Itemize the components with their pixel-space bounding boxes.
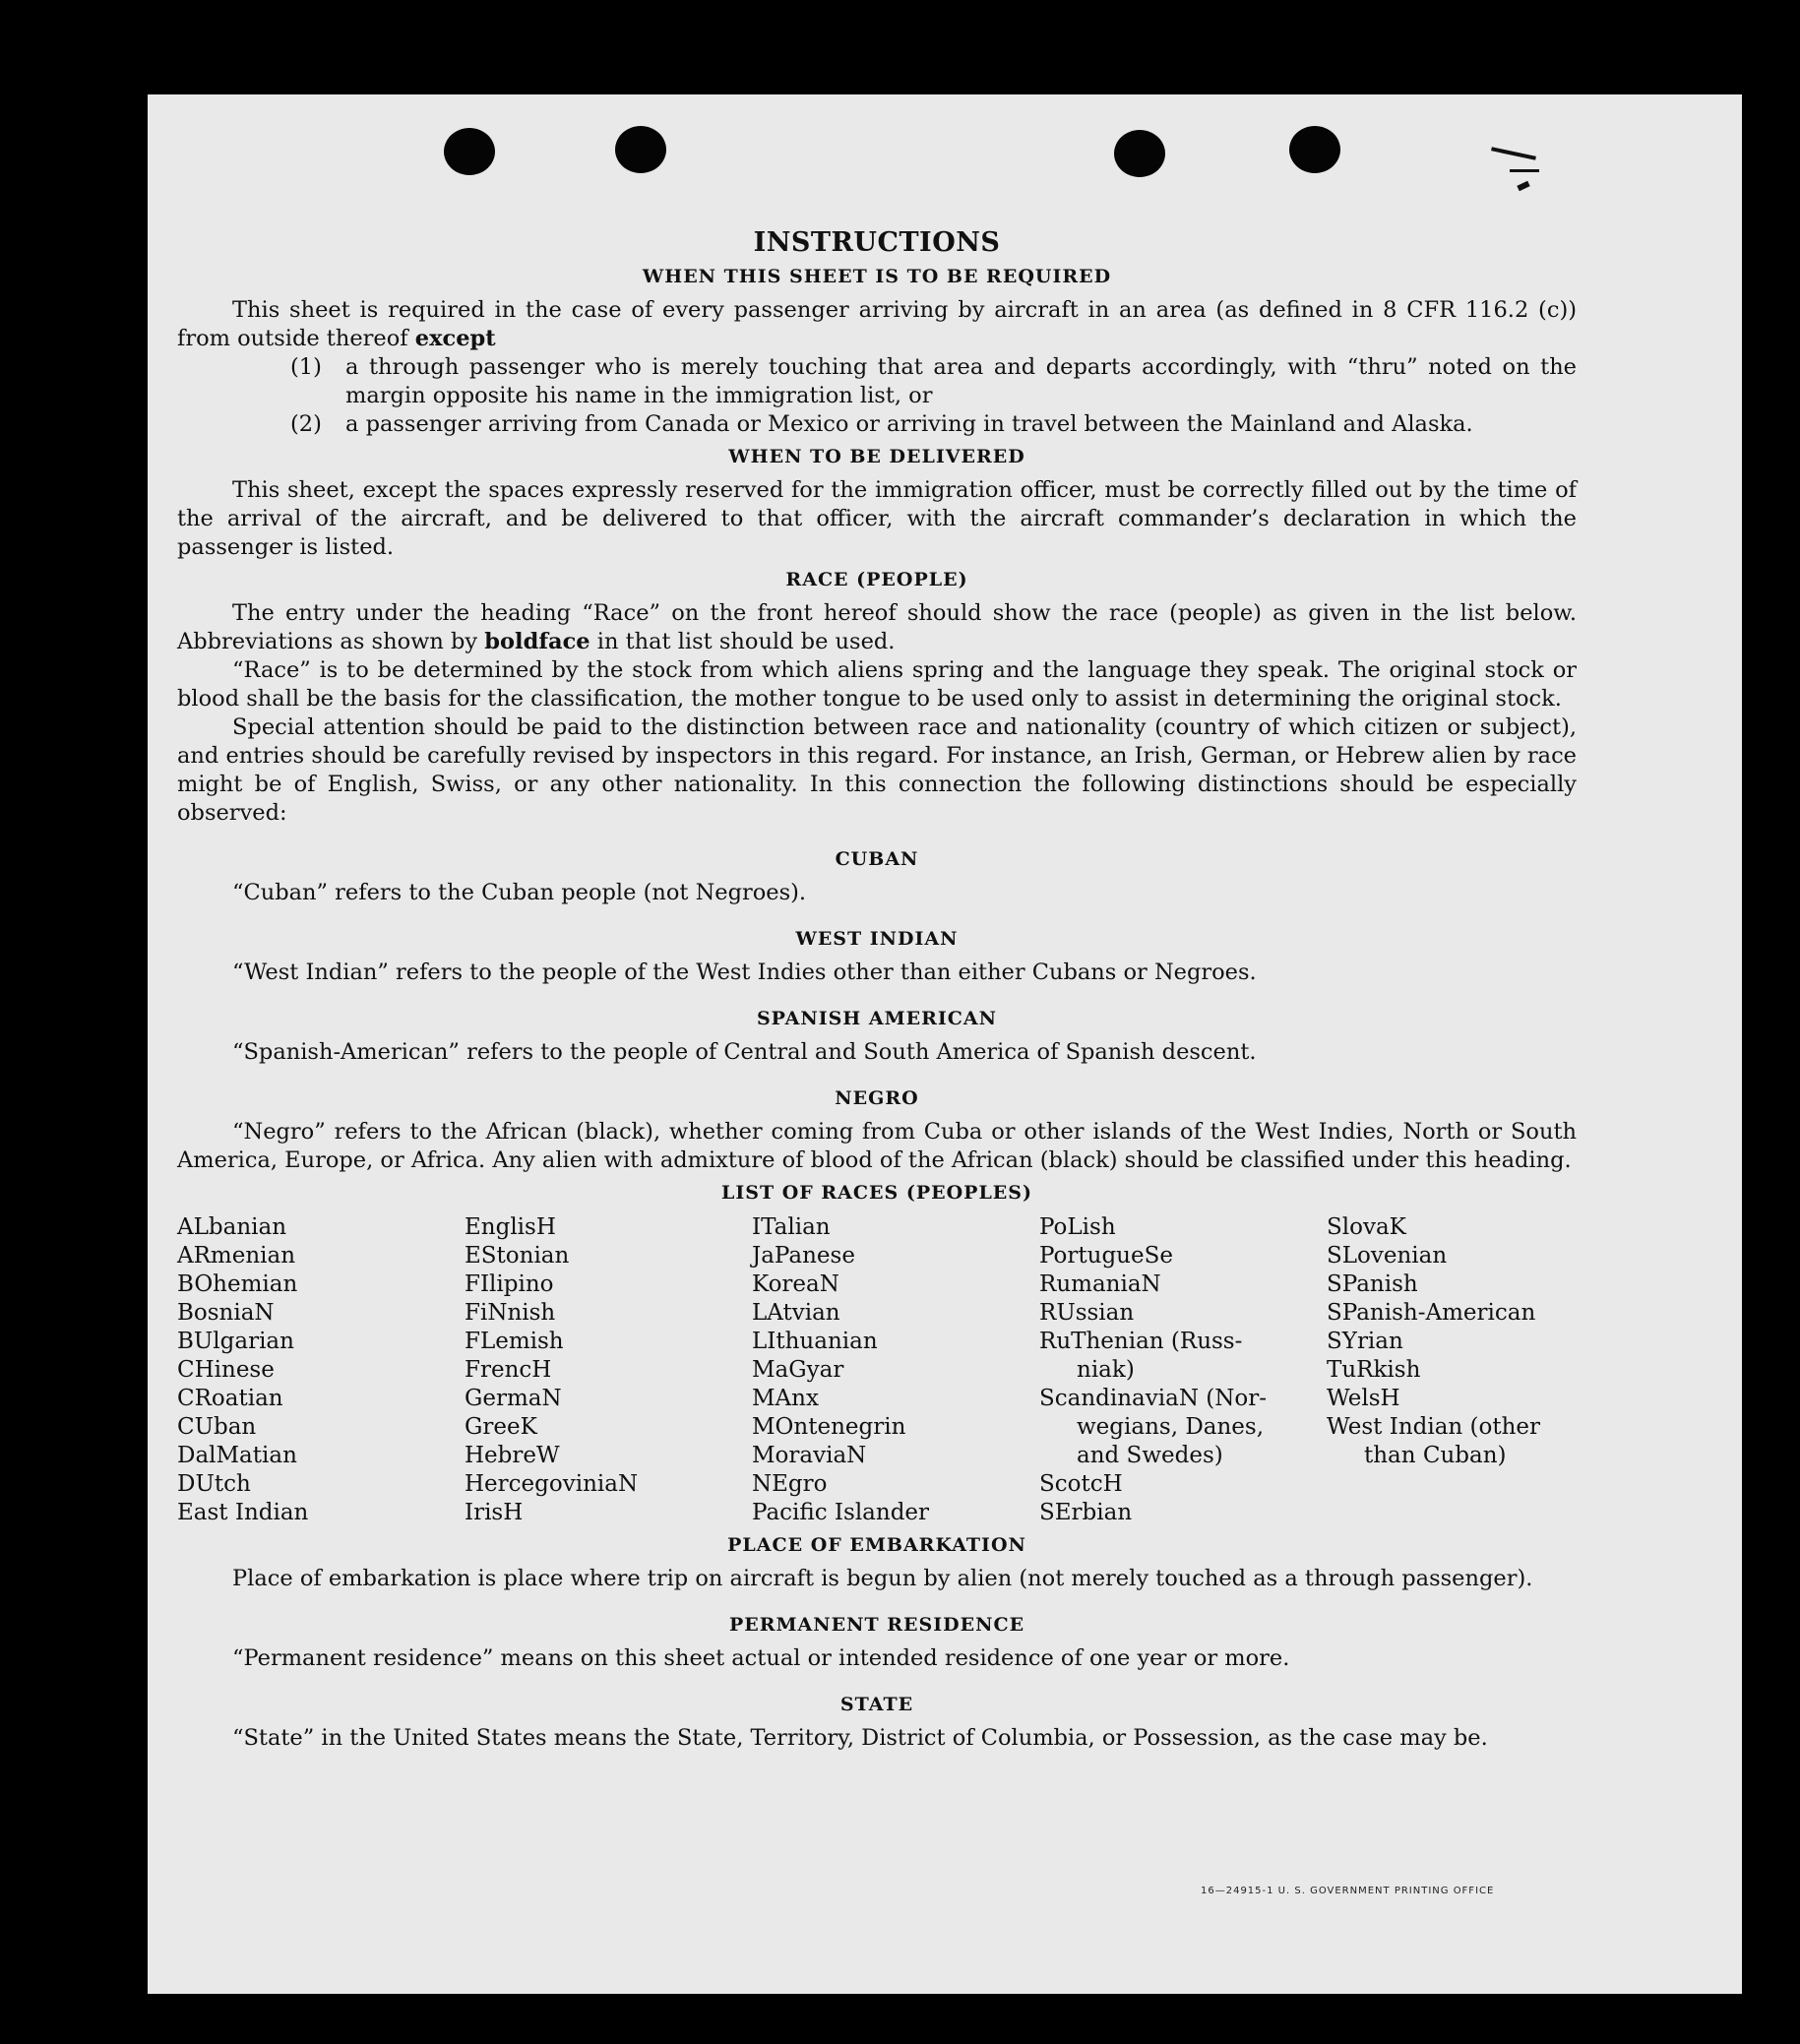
instructions-body	[177, 228, 1577, 1753]
heading-cuban: CUBAN	[835, 848, 919, 870]
race-entry: HebreW	[465, 1443, 560, 1468]
race-entry: wegians, Danes,	[1077, 1414, 1265, 1440]
race-p1-text: The entry under the heading “Race” on the front hereof should show the race (people) as given in the list below. Abbreviations as shown by	[177, 600, 1577, 654]
race-entry: DalMatian	[177, 1443, 297, 1468]
race-entry: MaGyar	[752, 1357, 844, 1383]
race-entry: Pacific Islander	[752, 1500, 930, 1525]
race-entry: GreeK	[465, 1414, 537, 1440]
punch-hole	[1289, 126, 1340, 173]
race-entry: BOhemian	[177, 1271, 298, 1297]
required-intro	[177, 296, 1577, 353]
race-entry: EnglisH	[465, 1214, 556, 1240]
races-column	[1039, 1213, 1327, 1527]
race-entry: SlovaK	[1327, 1214, 1406, 1240]
heading-delivered: WHEN TO BE DELIVERED	[728, 446, 1025, 467]
ink-mark	[1517, 181, 1529, 192]
item-number: (2)	[290, 411, 322, 437]
punch-hole	[444, 128, 495, 175]
required-intro-bold: except	[414, 326, 496, 351]
item-text: a passenger arriving from Canada or Mexico or arriving in travel between the Mainland and Alaska.	[345, 411, 1473, 437]
race-entry: MAnx	[752, 1386, 819, 1411]
punch-hole	[615, 126, 666, 173]
west-indian-text: “West Indian” refers to the people of the West Indies other than either Cubans or Negroes.	[232, 960, 1257, 985]
race-entry: KoreaN	[752, 1271, 839, 1297]
item-text: a through passenger who is merely touching that area and departs accordingly, with “thru” noted on the margin opposite his name in the immigration list, or	[345, 354, 1577, 408]
race-paragraph-1	[177, 599, 1577, 656]
race-entry: CHinese	[177, 1357, 275, 1383]
race-entry: SPanish	[1327, 1271, 1418, 1297]
race-entry: and Swedes)	[1077, 1443, 1223, 1468]
race-entry: JaPanese	[752, 1243, 855, 1269]
race-entry: West Indian (other	[1327, 1414, 1541, 1440]
race-entry: HercegoviniaN	[465, 1471, 639, 1497]
race-entry: FLemish	[465, 1329, 564, 1354]
list-item	[290, 410, 1577, 439]
race-entry: CRoatian	[177, 1386, 283, 1411]
heading-races-list: LIST OF RACES (PEOPLES)	[721, 1182, 1032, 1204]
race-entry: WelsH	[1327, 1386, 1400, 1411]
race-entry: ScotcH	[1039, 1471, 1123, 1497]
races-column	[1327, 1213, 1577, 1527]
race-entry: MOntenegrin	[752, 1414, 906, 1440]
race-paragraph-2: “Race” is to be determined by the stock from which aliens spring and the language they speak. The original stock or blood shall be the basis for the classification, the mother tongue to be used only to assist in determining the original stock.	[177, 657, 1577, 712]
race-entry: DUtch	[177, 1471, 251, 1497]
embarkation-text: Place of embarkation is place where trip on aircraft is begun by alien (not merely touched as a through passenger).	[232, 1566, 1533, 1591]
list-item	[290, 353, 1577, 410]
races-column	[752, 1213, 1039, 1527]
punch-hole	[1114, 130, 1165, 177]
race-entry: PortugueSe	[1039, 1243, 1173, 1269]
race-entry: BUlgarian	[177, 1329, 294, 1354]
race-entry: RuThenian (Russ-	[1039, 1329, 1243, 1354]
page-title: INSTRUCTIONS	[753, 227, 1001, 258]
race-entry: ARmenian	[177, 1243, 296, 1269]
race-entry: LIthuanian	[752, 1329, 878, 1354]
race-entry: SLovenian	[1327, 1243, 1448, 1269]
race-entry: SPanish-American	[1327, 1300, 1536, 1326]
races-column	[177, 1213, 465, 1527]
race-entry: EStonian	[465, 1243, 570, 1269]
race-entry: IrisH	[465, 1500, 524, 1525]
race-paragraph-3: Special attention should be paid to the distinction between race and nationality (country of which citizen or subject), and entries should be carefully revised by inspectors in this regard. For instance, an Irish, German, or Hebrew alien by race might be of English, Swiss, or any other nationality. In this connection the following distinctions should be especially observed:	[177, 714, 1577, 826]
race-entry: RUssian	[1039, 1300, 1135, 1326]
race-entry: SYrian	[1327, 1329, 1403, 1354]
heading-spanish-american: SPANISH AMERICAN	[756, 1008, 998, 1029]
negro-text: “Negro” refers to the African (black), whether coming from Cuba or other islands of the West Indies, North or South America, Europe, or Africa. Any alien with admixture of blood of the African (black) should be classified under this heading.	[177, 1119, 1577, 1173]
heading-race: RACE (PEOPLE)	[785, 569, 968, 590]
cuban-text: “Cuban” refers to the Cuban people (not Negroes).	[232, 880, 807, 905]
races-column	[465, 1213, 752, 1527]
ink-mark	[1491, 147, 1536, 159]
races-list	[177, 1213, 1577, 1527]
race-entry: MoraviaN	[752, 1443, 867, 1468]
race-entry: East Indian	[177, 1500, 309, 1525]
state-text: “State” in the United States means the State, Territory, District of Columbia, or Possession, as the case may be.	[232, 1725, 1488, 1751]
heading-residence: PERMANENT RESIDENCE	[728, 1614, 1025, 1636]
race-entry: FiNnish	[465, 1300, 556, 1326]
document-sheet	[148, 94, 1742, 1994]
race-entry: GermaN	[465, 1386, 562, 1411]
item-number: (1)	[290, 354, 322, 380]
race-p1-bold: boldface	[484, 629, 590, 654]
race-entry: ALbanian	[177, 1214, 287, 1240]
heading-required: WHEN THIS SHEET IS TO BE REQUIRED	[642, 266, 1112, 287]
printing-office-code: 16—24915-1 U. S. GOVERNMENT PRINTING OFFICE	[1201, 1886, 1495, 1896]
heading-west-indian: WEST INDIAN	[795, 928, 959, 950]
race-entry: PoLish	[1039, 1214, 1116, 1240]
heading-state: STATE	[839, 1694, 914, 1715]
race-entry: RumaniaN	[1039, 1271, 1161, 1297]
race-p1-text-end: in that list should be used.	[590, 629, 896, 654]
race-entry: TuRkish	[1327, 1357, 1421, 1383]
ink-mark	[1510, 169, 1539, 172]
race-entry: CUban	[177, 1414, 257, 1440]
delivered-text: This sheet, except the spaces expressly reserved for the immigration officer, must be correctly filled out by the time of the arrival of the aircraft, and be delivered to that officer, with the aircraft commander’s declaration in which the passenger is listed.	[177, 477, 1577, 560]
race-entry: ITalian	[752, 1214, 831, 1240]
race-entry: LAtvian	[752, 1300, 840, 1326]
required-intro-text: This sheet is required in the case of every passenger arriving by aircraft in an area (as defined in 8 CFR 116.2 (c)) from outside thereof	[177, 297, 1577, 351]
race-entry: NEgro	[752, 1471, 828, 1497]
race-entry: SErbian	[1039, 1500, 1133, 1525]
residence-text: “Permanent residence” means on this sheet actual or intended residence of one year or more.	[232, 1645, 1290, 1671]
race-entry: niak)	[1077, 1357, 1135, 1383]
race-entry: ScandinaviaN (Nor-	[1039, 1386, 1267, 1411]
heading-negro: NEGRO	[835, 1087, 919, 1109]
race-entry: FrencH	[465, 1357, 552, 1383]
race-entry: FIlipino	[465, 1271, 554, 1297]
spanish-american-text: “Spanish-American” refers to the people of Central and South America of Spanish descent.	[232, 1039, 1257, 1065]
heading-embarkation: PLACE OF EMBARKATION	[727, 1534, 1026, 1556]
race-entry: BosniaN	[177, 1300, 275, 1326]
race-entry: than Cuban)	[1364, 1443, 1507, 1468]
